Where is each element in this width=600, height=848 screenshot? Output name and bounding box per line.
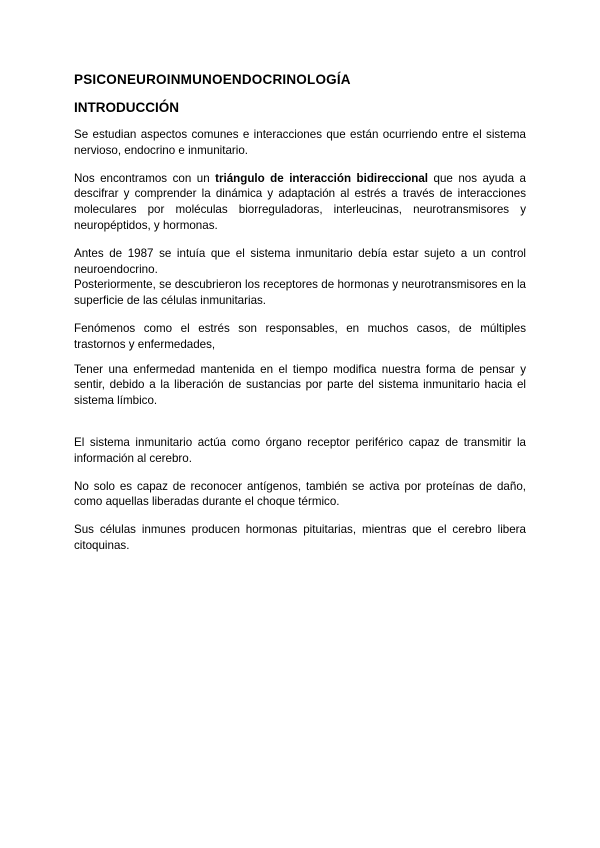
spacer (74, 353, 526, 362)
document-page (74, 70, 526, 566)
paragraph-hormones: Sus células inmunes producen hormonas pituitarias, mientras que el cerebro libera citoquinas. (74, 523, 526, 552)
paragraph-triangle-text-start: Nos encontramos con un (74, 171, 216, 185)
paragraph-receptors: Posteriormente, se descubrieron los receptores de hormonas y neurotransmisores en la superficie de las células inmunitarias. (74, 278, 526, 308)
document-title: PSICONEUROINMUNOENDOCRINOLOGÍA (74, 72, 351, 87)
paragraph-disease: Tener una enfermedad mantenida en el tiempo modifica nuestra forma de pensar y sentir, debido a la liberación de sustancias por parte del sistema inmunitario hacia el sistema límbico. (74, 362, 526, 408)
paragraph-intro: Se estudian aspectos comunes e interacciones que están ocurriendo entre el sistema nervioso, endocrino e inmunitario. (74, 128, 526, 157)
paragraph-triangle-text-end: que nos ayuda a descifrar y comprender la dinámica y adaptación al estrés a través de interacciones moleculares por moléculas biorreguladoras, interleucinas, neurotransmisores y neuropéptidos, y hormonas. (74, 171, 526, 232)
paragraph-immune-receptor: El sistema inmunitario actúa como órgano receptor periférico capaz de transmitir la información al cerebro. (74, 435, 526, 465)
section-heading: INTRODUCCIÓN (74, 100, 179, 115)
paragraph-1987: Antes de 1987 se intuía que el sistema inmunitario debía estar sujeto a un control neuroendocrino. (74, 246, 526, 276)
spacer (74, 409, 526, 435)
paragraph-antigens: No solo es capaz de reconocer antígenos, también se activa por proteínas de daño, como aquellas liberadas durante el choque térmico. (74, 479, 526, 509)
paragraph-triangle (74, 171, 526, 234)
paragraph-stress: Fenómenos como el estrés son responsables, en muchos casos, de múltiples trastornos y enfermedades, (74, 321, 526, 351)
paragraph-triangle-bold-term: triángulo de interacción bidireccional (215, 171, 429, 185)
